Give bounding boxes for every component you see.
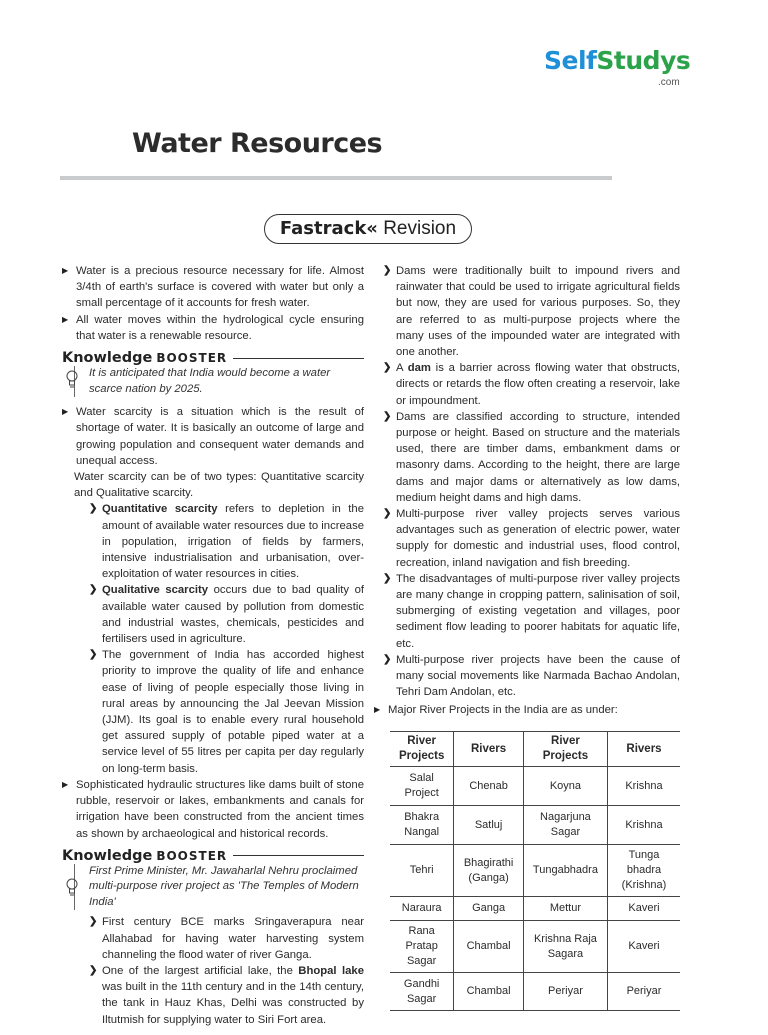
sub-multipurpose-disadvantages: ❯ The disadvantages of multi-purpose river valley projects are many change in cropping pattern, salinisation of soil, submerging of existing vegetation and villages, poor sediment flow leading to poorer habitats for aquatic life, etc. bbox=[382, 571, 680, 652]
table-cell: Bhakra Nangal bbox=[390, 806, 454, 845]
term-bhopal-lake: Bhopal lake bbox=[298, 965, 364, 978]
table-header: Rivers bbox=[607, 732, 680, 767]
sub-quantitative-scarcity bbox=[88, 501, 364, 582]
knowledge-booster-2 bbox=[62, 848, 364, 1028]
badge-bold: Fastrack« bbox=[279, 218, 378, 239]
table-cell: Tungabhadra bbox=[523, 845, 607, 897]
sub-jal-jeevan-mission: ❯ The government of India has accorded highest priority to improve the quality of life and enhance ease of living of people especially those living in rural areas by announcing the Jal Jeevan Mission (JJM). Its goal is to enable every rural household get assured supply of potable piped water at a service level of 55 litres per capita per day regularly on long-term basis. bbox=[88, 647, 364, 777]
table-cell: Gandhi Sagar bbox=[390, 973, 454, 1011]
selfstudys-logo bbox=[544, 46, 690, 75]
lightbulb-icon bbox=[65, 370, 79, 390]
fastrack-revision-badge bbox=[264, 214, 472, 244]
table-cell: Naraura bbox=[390, 897, 454, 921]
table-cell: Nagarjuna Sagar bbox=[523, 806, 607, 845]
knowledge-booster-text: It is anticipated that India would become a water scarce nation by 2025. bbox=[74, 366, 364, 397]
sub-dam-classification: ❯ Dams are classified according to structure, intended purpose or height. Based on structure and the materials used, there are timber dams, embankment dams or masonry dams. According to the height, there are large dams and major dams or alternatively as low dams, medium height dams and high dams. bbox=[382, 409, 680, 506]
right-column bbox=[382, 263, 680, 719]
term-quantitative: Quantitative scarcity bbox=[102, 503, 218, 516]
sub-dam-definition bbox=[382, 360, 680, 409]
table-cell: Salal Project bbox=[390, 767, 454, 806]
sub-bhopal-lake bbox=[88, 963, 364, 1028]
table-cell: Krishna Raja Sagara bbox=[523, 921, 607, 973]
table-header: River Projects bbox=[390, 732, 454, 767]
knowledge-booster-heading bbox=[62, 350, 364, 366]
table-cell: Tehri bbox=[390, 845, 454, 897]
text-dam-b: is a barrier across flowing water that obstructs, directs or retards the flow often creating a reservoir, lake or impoundment. bbox=[396, 362, 680, 407]
bullet-water-precious: ▶ Water is a precious resource necessary for life. Almost 3/4th of earth's surface is covered with water but only a small percentage of it accounts for fresh water. bbox=[62, 263, 364, 312]
table-row bbox=[390, 845, 680, 897]
bullet-hydraulic-structures: ▶ Sophisticated hydraulic structures like dams built of stone rubble, reservoir or lakes, embankments and canals for irrigation have been constructed from the ancient times as shown by archaeological and historical records. bbox=[62, 777, 364, 842]
table-cell: Mettur bbox=[523, 897, 607, 921]
table-cell: Krishna bbox=[607, 806, 680, 845]
table-header: Rivers bbox=[454, 732, 524, 767]
table-header-row bbox=[390, 732, 680, 767]
table-cell: Satluj bbox=[454, 806, 524, 845]
left-column bbox=[62, 263, 364, 1035]
kb-label-knowledge: Knowledge bbox=[62, 847, 153, 864]
text-bhopal-a: One of the largest artificial lake, the bbox=[102, 965, 299, 978]
title-divider bbox=[60, 176, 612, 180]
logo-domain: .com bbox=[658, 77, 680, 88]
knowledge-booster-text: First Prime Minister, Mr. Jawaharlal Nehru proclaimed multi-purpose river project as 'The Temples of Modern India' bbox=[74, 864, 364, 911]
knowledge-booster-1 bbox=[62, 350, 364, 397]
table-cell: Chambal bbox=[454, 921, 524, 973]
sub-social-movements: ❯ Multi-purpose river projects have been the cause of many social movements like Narmada Bachao Andolan, Tehri Dam Andolan, etc. bbox=[382, 652, 680, 701]
bullet-water-scarcity: ▶ Water scarcity is a situation which is the result of shortage of water. It is basically an outcome of large and growing population and consequent water demands and unequal access. bbox=[62, 404, 364, 469]
bullet-major-projects: ▶ Major River Projects in the India are as under: bbox=[374, 702, 680, 718]
table-cell: Bhagirathi (Ganga) bbox=[454, 845, 524, 897]
table-row bbox=[390, 973, 680, 1011]
table-cell: Koyna bbox=[523, 767, 607, 806]
table-header: River Projects bbox=[523, 732, 607, 767]
table-cell: Rana Pratap Sagar bbox=[390, 921, 454, 973]
table-cell: Ganga bbox=[454, 897, 524, 921]
badge-text: Revision bbox=[377, 218, 457, 239]
logo-part1: Self bbox=[544, 46, 597, 75]
kb-label-booster: BOOSTER bbox=[156, 848, 228, 863]
table-cell: Periyar bbox=[523, 973, 607, 1011]
bullet-hydrological-cycle: ▶ All water moves within the hydrological cycle ensuring that water is a renewable resource. bbox=[62, 312, 364, 344]
table-cell: Kaveri bbox=[607, 897, 680, 921]
table-cell: Chambal bbox=[454, 973, 524, 1011]
kb-label-knowledge: Knowledge bbox=[62, 350, 153, 367]
term-dam: dam bbox=[407, 362, 431, 375]
kb-rule bbox=[233, 855, 364, 856]
sub-dams-traditional: ❯ Dams were traditionally built to impound rivers and rainwater that could be used to irrigate agricultural fields but now, they are used for various purposes. So, they are referred to as multi-purpose projects where the many uses of the impounded water are integrated with one another. bbox=[382, 263, 680, 360]
logo-part2: Studys bbox=[596, 46, 691, 75]
text-quantitative: refers to depletion in the amount of available water resources due to increase in population, irrigation of fields by farmers, intensive industrialisation and urbanisation, over-exploitation of water resources in cities. bbox=[102, 503, 365, 581]
table-row bbox=[390, 806, 680, 845]
river-projects-table bbox=[390, 731, 680, 1011]
table-cell: Kaveri bbox=[607, 921, 680, 973]
text-dam-a: A bbox=[396, 362, 408, 375]
text-qualitative: occurs due to bad quality of available water caused by pollution from domestic and industrial wastes, chemicals, pesticides and fertilisers used in agriculture. bbox=[102, 584, 365, 646]
table-cell: Krishna bbox=[607, 767, 680, 806]
scarcity-sublist bbox=[62, 501, 364, 776]
table-cell: Chenab bbox=[454, 767, 524, 806]
text-bhopal-b: was built in the 11th century and in the 14th century, the tank in Hauz Khas, Delhi was constructed by Iltutmish for supplying water to Siri Fort area. bbox=[102, 981, 364, 1026]
lightbulb-icon bbox=[65, 878, 79, 898]
page-title: Water Resources bbox=[132, 128, 383, 159]
sub-multipurpose-advantages: ❯ Multi-purpose river valley projects serves various advantages such as generation of electric power, water supply for domestic and industrial uses, flood control, recreation, inland navigation and fish breeding. bbox=[382, 506, 680, 571]
kb-rule bbox=[233, 358, 364, 359]
sub-sringaverapura: ❯ First century BCE marks Sringaverapura near Allahabad for having water harvesting system channeling the flood water of river Ganga. bbox=[88, 914, 364, 963]
table-row bbox=[390, 921, 680, 973]
table-row bbox=[390, 897, 680, 921]
term-qualitative: Qualitative scarcity bbox=[102, 584, 209, 597]
booster-sublist bbox=[62, 914, 364, 1027]
sub-qualitative-scarcity bbox=[88, 582, 364, 647]
table-cell: Periyar bbox=[607, 973, 680, 1011]
knowledge-booster-heading bbox=[62, 848, 364, 864]
table-row bbox=[390, 767, 680, 806]
kb-label-booster: BOOSTER bbox=[156, 351, 228, 366]
table-cell: Tunga bhadra (Krishna) bbox=[607, 845, 680, 897]
scarcity-types-text: Water scarcity can be of two types: Quantitative scarcity and Qualitative scarcity. bbox=[74, 471, 364, 500]
